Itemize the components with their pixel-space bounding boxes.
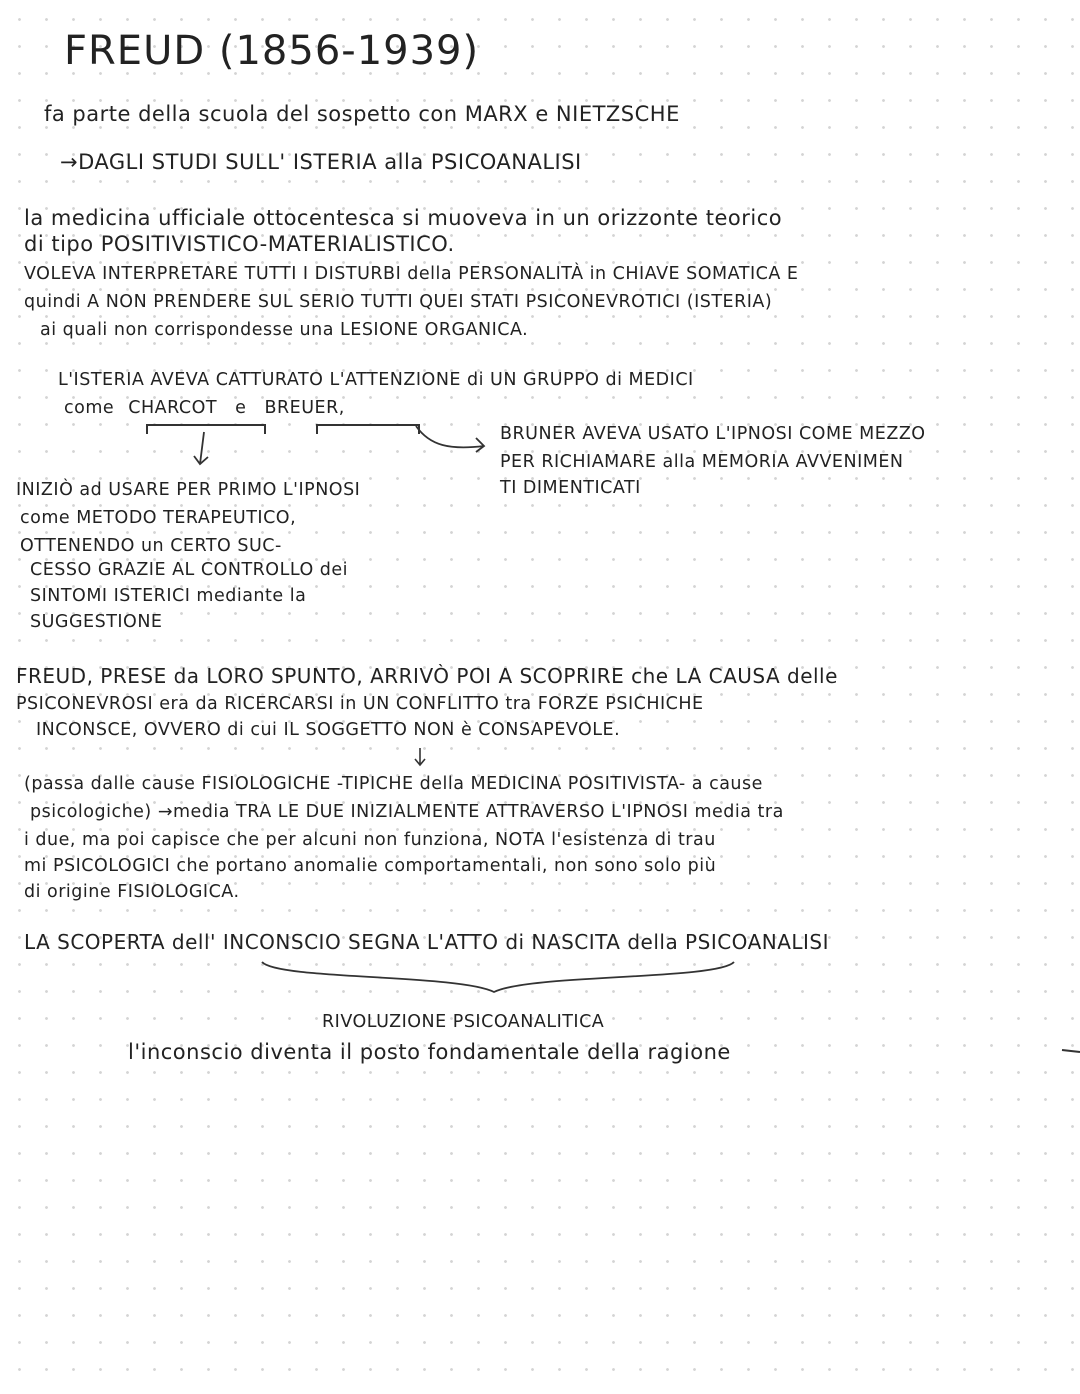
para1-line: ai quali non corrispondesse una LESIONE ORGANICA. (40, 320, 529, 340)
down-arrow-icon (190, 430, 220, 470)
causes-para-line: i due, ma poi capisce che per alcuni non funziona, NOTA l'esistenza di trau (24, 830, 716, 850)
breuer-note-line: PER RICHIAMARE alla MEMORIA AVVENIMEN (500, 452, 904, 472)
charcot-note-line: INIZIÒ ad USARE PER PRIMO L'IPNOSI (16, 480, 361, 500)
freud-para-line: INCONSCE, OVVERO di cui IL SOGGETTO NON è CONSAPEVOLE. (36, 720, 621, 740)
charcot-note-line: SUGGESTIONE (30, 612, 163, 632)
conjunction: e (235, 398, 247, 418)
charcot-note-line: come METODO TERAPEUTICO, (20, 508, 297, 528)
curved-arrow-icon (400, 420, 490, 460)
section-subtitle: →DAGLI STUDI SULL' ISTERIA alla PSICOANALISI (60, 150, 582, 174)
breuer-note-line: BRUNER AVEVA USATO L'IPNOSI COME MEZZO (500, 424, 926, 444)
hysteria-line: L'ISTERIA AVEVA CATTURATO L'ATTENZIONE di UN GRUPPO di MEDICI (58, 370, 694, 390)
curly-brace-icon (258, 958, 738, 998)
doctors-line-prefix: come (64, 398, 115, 418)
para1-line: quindi A NON PRENDERE SUL SERIO TUTTI QUEI STATI PSICONEVROTICI (ISTERIA) (24, 292, 773, 312)
down-arrow-icon (412, 746, 428, 770)
charcot-note-line: SINTOMI ISTERICI mediante la (30, 586, 307, 606)
causes-para-line: psicologiche) →media TRA LE DUE INIZIALMENTE ATTRAVERSO L'IPNOSI media tra (30, 802, 784, 822)
discovery-line: LA SCOPERTA dell' INCONSCIO SEGNA L'ATTO di NASCITA della PSICOANALISI (24, 930, 830, 954)
page-title: FREUD (1856-1939) (64, 28, 480, 74)
causes-para-line: di origine FISIOLOGICA. (24, 882, 240, 902)
charcot-name: CHARCOT (128, 398, 218, 418)
causes-para-line: mi PSICOLOGICI che portano anomalie comportamentali, non sono solo più (24, 856, 717, 876)
breuer-note-line: TI DIMENTICATI (500, 478, 641, 498)
revolution-subtitle: l'inconscio diventa il posto fondamentale della ragione (128, 1040, 731, 1064)
revolution-title: RIVOLUZIONE PSICOANALITICA (322, 1012, 605, 1032)
margin-dash (1060, 1044, 1080, 1056)
para1-line: VOLEVA INTERPRETARE TUTTI I DISTURBI della PERSONALITÀ in CHIAVE SOMATICA E (24, 264, 799, 284)
causes-para-line: (passa dalle cause FISIOLOGICHE -TIPICHE della MEDICINA POSITIVISTA- a cause (24, 774, 763, 794)
freud-para-line: PSICONEVROSI era da RICERCARSI in UN CONFLITTO tra FORZE PSICHICHE (16, 694, 704, 714)
freud-para-line: FREUD, PRESE da LORO SPUNTO, ARRIVÒ POI A SCOPRIRE che LA CAUSA delle (16, 664, 838, 688)
charcot-note-line: CESSO GRAZIE AL CONTROLLO dei (30, 560, 349, 580)
doctors-line (64, 398, 345, 418)
intro-line: fa parte della scuola del sospetto con MARX e NIETZSCHE (44, 102, 680, 126)
para1-line: la medicina ufficiale ottocentesca si muoveva in un orizzonte teorico (24, 206, 783, 230)
breuer-name: BREUER, (264, 398, 345, 418)
para1-line: di tipo POSITIVISTICO-MATERIALISTICO. (24, 232, 455, 256)
charcot-note-line: OTTENENDO un CERTO SUC- (20, 536, 282, 556)
